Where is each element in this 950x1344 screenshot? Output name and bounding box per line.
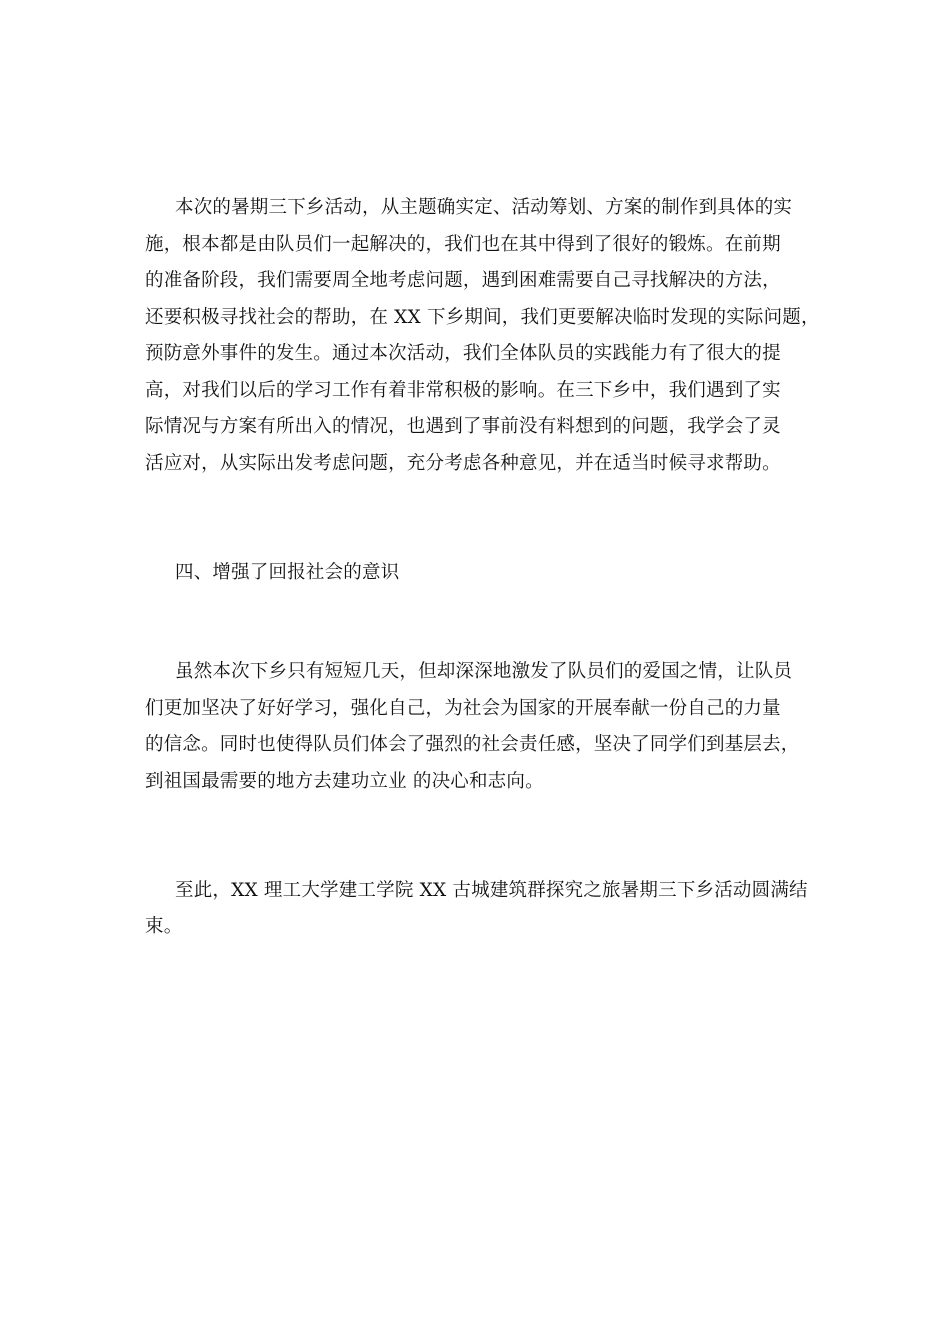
- section-heading-4: 四、增强了回报社会的意识: [175, 562, 400, 583]
- paragraph-1-line-5: 预防意外事件的发生。通过本次活动，我们全体队员的实践能力有了很大的提: [145, 343, 781, 364]
- paragraph-1-line-4: 还要积极寻找社会的帮助，在 XX 下乡期间，我们更要解决临时发现的实际问题，: [145, 307, 820, 328]
- paragraph-3-line-1: 至此，XX 理工大学建工学院 XX 古城建筑群探究之旅暑期三下乡活动圆满结: [175, 880, 808, 901]
- paragraph-1-line-6: 高，对我们以后的学习工作有着非常积极的影响。在三下乡中，我们遇到了实: [145, 380, 781, 401]
- paragraph-3-line-2: 束。: [145, 916, 183, 937]
- paragraph-1-line-2: 施，根本都是由队员们一起解决的，我们也在其中得到了很好的锻炼。在前期: [145, 234, 781, 255]
- paragraph-1-line-8: 活应对，从实际出发考虑问题，充分考虑各种意见，并在适当时候寻求帮助。: [145, 453, 781, 474]
- paragraph-2-line-2: 们更加坚决了好好学习，强化自己，为社会为国家的开展奉献一份自己的力量: [145, 698, 781, 719]
- paragraph-1-line-1: 本次的暑期三下乡活动，从主题确实定、活动筹划、方案的制作到具体的实: [175, 197, 793, 218]
- paragraph-2-line-3: 的信念。同时也使得队员们体会了强烈的社会责任感，坚决了同学们到基层去，: [145, 734, 800, 755]
- paragraph-2-line-4: 到祖国最需要的地方去建功立业 的决心和志向。: [145, 771, 544, 792]
- paragraph-2-line-1: 虽然本次下乡只有短短几天，但却深深地激发了队员们的爱国之情，让队员: [175, 661, 793, 682]
- paragraph-1-line-7: 际情况与方案有所出入的情况，也遇到了事前没有料想到的问题，我学会了灵: [145, 416, 781, 437]
- paragraph-1-line-3: 的准备阶段，我们需要周全地考虑问题，遇到困难需要自己寻找解决的方法，: [145, 270, 781, 291]
